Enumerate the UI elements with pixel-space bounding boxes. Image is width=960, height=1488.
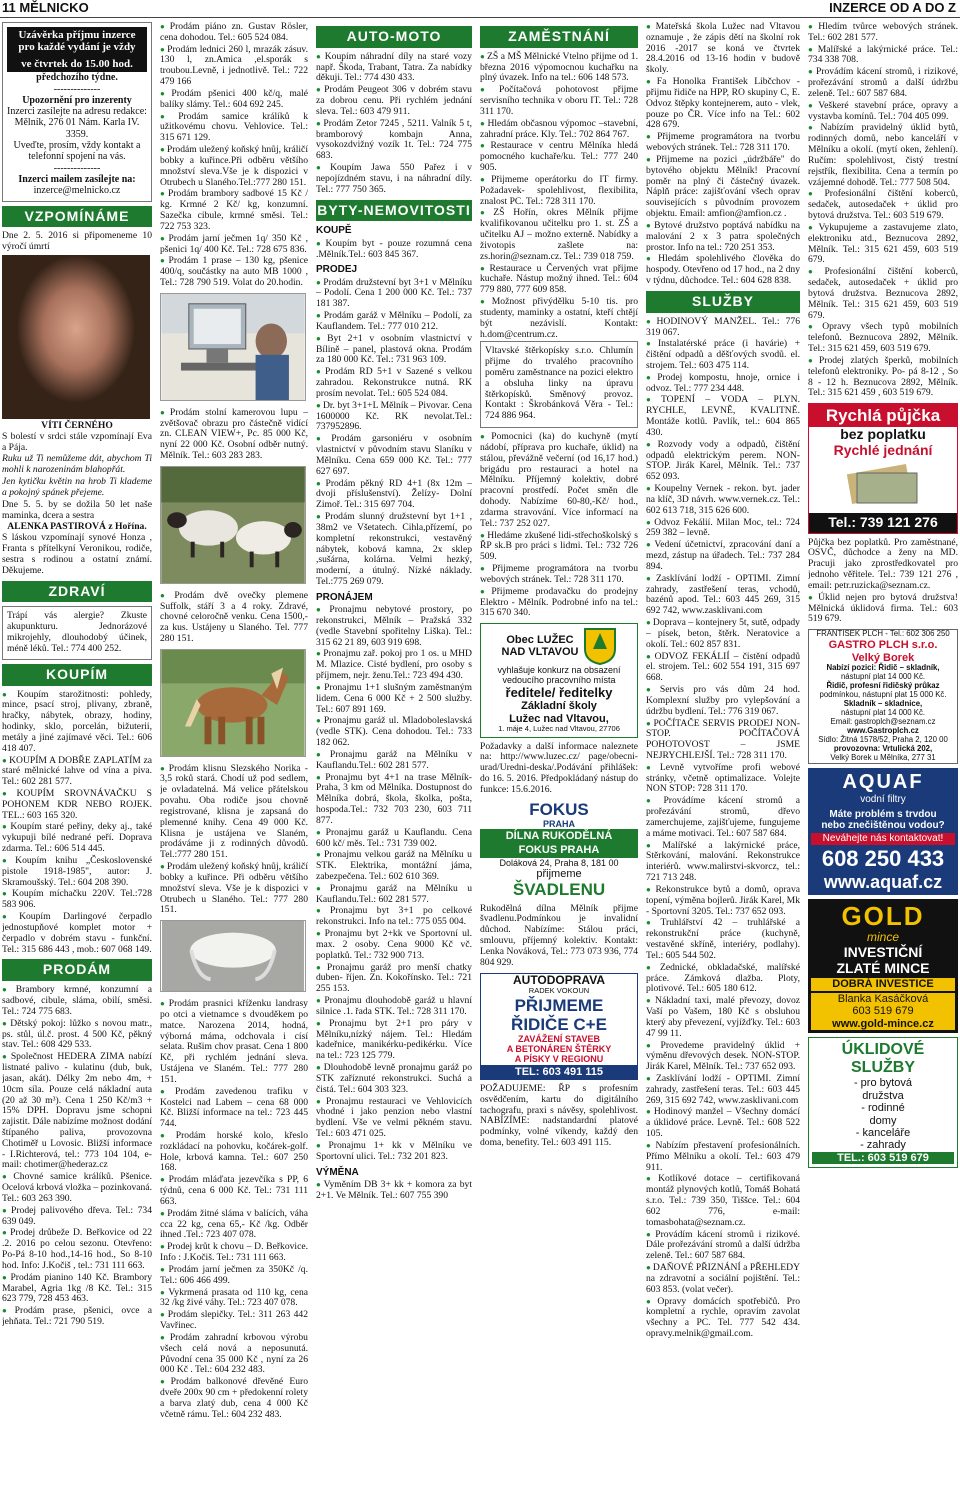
ad-line: ZLATÉ MINCE: [836, 959, 930, 976]
gold-ad: [808, 899, 958, 1033]
list-item: ● Přijmeme na pozici „údržbáře" do bytového objektu Mělník! Pracovní poměr na plný či částečný úvazek. Náplň práce: zajišťování všech oprav souvisejících s původním provozem objektu. Email: amfion@amfion.cz .: [646, 155, 800, 220]
list-item: ● Možnost přivýdělku 5-10 tis. pro studenty, maminky a ostatní, kteří chtějí být nezávislí. Kontakt: h.dom@centrum.cz.: [480, 297, 638, 340]
list-item: ● Koupím staré peřiny, deky aj., také vykupuji bílé nedrané peří. Doprava zdarma. Tel.: 606 514 445.: [2, 822, 152, 854]
list-item: ● Pronajmu dlouhodobě garáž u hlavní silnice .1. řada STK. Tel.: 728 311 170.: [316, 996, 472, 1018]
list-item: ● Profesionální čištění koberců, sedaček, autosedaček + úklid pro bytová družstva. Beznucova 2892, Mělník. Tel.: 315 621 459, 603 519 679.: [808, 267, 958, 321]
list-item: ● Koupím míchačku 220V. Tel.:728 583 906.: [2, 889, 152, 911]
list-item: ● Přijmeme prodavačku do prodejny Elektro - Mělník. Podrobné info na tel.: 315 670 340.: [480, 587, 638, 619]
ad-line: INVESTIČNÍ: [843, 943, 923, 960]
memorial-text: Dne 5. 5. by se dožila 50 let naše maminka, dcera a sestra: [2, 498, 152, 521]
ad-line: NAD VLTAVOU: [501, 646, 579, 659]
ad-url: www.aquaf.cz: [823, 871, 943, 892]
list-item: ● Hledám občasnou výpomoc –stavební, zahradní práce. Kly. Tel.: 702 864 767.: [480, 119, 638, 141]
list-item: ● Koupím Darlingové čerpadlo jednostupňové komplet motor + čerpadlo v dobrém stavu - funkční. Tel.: 315 686 443 , mob.: 607 068 149.: [2, 912, 152, 955]
list-item: ● Prodám prasnici kříženku landrasy po otci a vietnamce s dvouděkem po matce. Narozena 2014, hodná, výborná máma, odchovala i císí selata. Rušim chov prasat. Cena 1 800 Kč, při rychlém jednání sleva. Ustájena ve Slaném. Tel.: 777 280 151.: [160, 999, 308, 1086]
column-2: [160, 22, 308, 1484]
luzec-crest-icon: [583, 627, 617, 665]
list-item: ● Vykrmená prasata od 110 kg, cena 32 /kg živé váhy. Tel.: 723 407 078.: [160, 1288, 308, 1310]
list-item: ● Prodám jarní ječmen 1q/ 350 Kč , pšenici 1q/ 400 Kč. Tel.: 728 675 836.: [160, 234, 308, 256]
list-item: ● Nabízím přestavení profesionálních. Přímo Mělníku a okolí. Tel.: 603 479 911.: [646, 1141, 800, 1173]
list-item: ● Pronajmu garáž na Mělníku v Kauflandu.Tel.: 602 281 577.: [316, 750, 472, 772]
list-item: ● KOUPÍM A DOBŘE ZAPLATÍM za staré mělnické lahve od vína a piva. Tel.: 602 281 577.: [2, 756, 152, 788]
notice-line: Uzávěrka příjmu inzerce pro každé vydání je vždy: [7, 27, 147, 56]
fokus-logo: FOKUS: [529, 799, 589, 819]
list-item: ● Brambory krmné, konzumní a sadbové, cibule, sláma, obilí, směsi. Tel.: 724 775 683.: [2, 985, 152, 1017]
list-item: ● Byt 2+1 v osobním vlastnictví v Bílině – panel, plastová okna. Prodám za 180 000 Kč. Tel.: 731 963 109.: [316, 334, 472, 366]
list-item: ● Prodám stolní kamerovou lupu – zvětšovač obrazu pro částečně vidící zn. CLEAN VIEW+, Pc. 85 000 Kč, nyní 22 000 Kč. Osobní odběr nutný. Mělník. Tel.: 603 283 283.: [160, 408, 308, 462]
list-item: ● Prodej kompostu, hnoje, ornice i odvoz. Tel.: 777 234 448.: [646, 373, 800, 395]
list-item: ● Nabízím pravidelný úklid bytů, rodinných domů, nebo kanceláří v Mělníku a okolí. (mytí oken, žehlení). Ručím: spolehlivost, čistý trestní rejstřík, flexibilita. Cena a termín po vzájemné dohodě. Tel.: 777 508 504.: [808, 123, 958, 188]
list-item: ● Prodám pěkný RD 4+1 (8x 12m –dvoji příslušenství). Želízy- Dolní Zimoř. Tel.: 315 697 704.: [316, 479, 472, 511]
ad-line: PRAHA: [542, 818, 575, 829]
horse-photo: [160, 649, 306, 757]
notice-line: ve čtvrtek do 15.00 hod.: [7, 56, 147, 72]
list-item: ● Bytové družstvo poptává nabídku na malování 2 x 3 patra společných prostor. Info na tel.: 720 251 353.: [646, 221, 800, 253]
list-item: ● Provádíme kácení stromů a prořezávání stromů, dřevo zamerchujeme, zajišťujeme, fungujeme a máme motivaci. Tel.: 607 587 684.: [646, 796, 800, 839]
list-item: ● ZŠ Hořín, okres Mělník přijme kvalifikovanou učitelku pro 1. st. ZŠ a učitelku AJ – možno externě. Nabídky a životopis zašlete na: zs.horin@seznam.cz. Tel.: 739 018 759.: [480, 208, 638, 262]
ad-line: FRANTIŠEK PLCH - Tel.: 602 306 250: [816, 629, 950, 639]
heading-zdravi: ZDRAVÍ: [2, 581, 152, 603]
list-item: ● Pronajmu 1+1 slušným zaměstnaným lidem. Cena 6 000 Kč + 2 500 služby. Tel.: 607 891 169.: [316, 683, 472, 715]
list-item: ● Nákladní taxi, malé převozy, dovoz Vaší po Vašem, 180 Kč s obsluhou který aby převezení, vyjížďky. Tel.: 603 47 99 11.: [646, 996, 800, 1039]
list-item: ● Vedení účetnictví, zpracování daní a mezd, zástup na úřadech. Tel.: 737 284 894.: [646, 540, 800, 572]
list-item: ● Provádím kácení stromů i rizikové. Dále prořezávání stromů a další údržba zeleně. Tel.: 607 587 684.: [646, 1230, 800, 1262]
list-item: ● Prodám balkonové dřevěné Euro dveře 200x 90 cm + předokenní rolety a barva zlatý dub, cena 4 000 Kč včetně rámu. Tel.: 604 232 483.: [160, 1377, 308, 1420]
ad-line: Máte problém s trvdou: [829, 808, 937, 820]
list-item: ● Prodej krůt k chovu – D. Beřkovice. Info : J.Kočiš. Tel.: 731 111 663.: [160, 1242, 308, 1264]
ad-line: Doláková 24, Praha 8, 181 00: [499, 857, 619, 868]
page-header: [0, 0, 960, 18]
list-item: ● Prodám mláďata jezevčíka s PP, 6 týdnů, cena 6 000 Kč. Tel.: 731 111 663.: [160, 1175, 308, 1207]
ad-line: 1. máje 4, Lužec nad Vltavou, 27706: [498, 724, 620, 734]
koupim-list: [2, 690, 152, 956]
gold-logo: GOLD: [841, 900, 925, 931]
luzec-ad: [480, 623, 638, 737]
list-item: ● Pronajmu nebytové prostory, po rekonstrukci, Mělník – Pražská 332 (vedle Stavební spořitelny Liška). Tel.: 315 62 21 89, 603 919 698.: [316, 605, 472, 648]
list-item: ● Koupím byt - pouze rozumná cena .Mělník.Tel.: 603 845 367.: [316, 239, 472, 261]
ad-line: ZAVÁŽENÍ STAVEB: [517, 1034, 600, 1045]
heading-vzpominame: VZPOMÍNÁME: [2, 206, 152, 228]
list-item: ● Prodej palivového dřeva. Tel.: 734 639 049.: [2, 1206, 152, 1228]
ad-line: RADEK VOKOUN: [528, 986, 590, 996]
list-item: ● Prodám jarní ječmen za 350Kč /q. Tel.: 606 466 499.: [160, 1265, 308, 1287]
ad-line: GASTRO PLCH s.r.o.: [828, 639, 938, 652]
ad-line: ŠVADLENU: [512, 880, 606, 900]
subheading-vymena: VÝMĚNA: [316, 1166, 359, 1178]
list-item: ● Společnost HEDERA ZIMA nabízí listnaté palivo - kulatinu (dub, buk, jasan, akát). Délky 2m nebo 4m, + 10cm síla. Pouze celá nákladní auta (20 až 30 m³). Cena 1 250 Kč/m3 + 15% DPH. Dopravu jsme schopni zajistit. Dále nabízíme možnost dodání štípaného paliva, provozovna Chotiměř u Lovosic. Bližší informace - I.Richterová, tel.: 773 104 104, e-mail: chotimer@hederaz.cz: [2, 1052, 152, 1171]
heading-sluzby: SLUŽBY: [646, 291, 800, 313]
list-item: ● Prodám garsoniéru v osobním vlastnictví v původním stavu Slaníku v Mělníku. Cena 659 000 Kč. Tel.: 777 627 697.: [316, 434, 472, 477]
notice-line: Inzerci mailem zasílejte na:: [18, 173, 136, 185]
ad-line: Velký Borek u Mělníka, 277 31: [830, 753, 936, 763]
page-number-section: 11 MĚLNICKO: [2, 0, 89, 15]
memorial-name: VÍTI ČERNÉHO: [41, 420, 113, 431]
list-item: ● Pomocnici (ka) do kuchyně (mytí nádobí, příprava pro kuchaře, úklid) na stálou, převážně večerní (od 16,17 hod.) brigádu pro restauraci a hotel na Mělníku. Příjemný kolektiv, dobré pracovní prostředí. Počet směn dle dohody. Nabízíme 60-80,-Kč/ hod., zdarma stravování. Více informací na Tel.: 737 252 027.: [480, 432, 638, 529]
subheading-koupe: KOUPĚ: [316, 225, 352, 237]
list-item: ● Prodám prase, pšenici, ovce a jehňata. Tel.: 721 790 519.: [2, 1306, 152, 1328]
list-item: ● Pronajmu garáž na Mělníku u Kauflandu.Tel.: 602 281 577.: [316, 884, 472, 906]
list-item: ● KOUPÍM SROVNÁVAČKU S POHONEM KDR NEBO ROJEK. TEL.: 603 165 320.: [2, 789, 152, 821]
ad-line: přijmeme: [536, 868, 582, 881]
list-item: ● Prodám horské kolo, křeslo rozkládací na pohovku, kočárek-golf. Hole, krbová kamna. Tel.: 607 250 168.: [160, 1131, 308, 1174]
ad-line: mince: [866, 930, 899, 945]
autodoprava-ad: [480, 973, 638, 1080]
notice-email[interactable]: inzerce@melnicko.cz: [33, 185, 121, 197]
list-item: ● Prodám družstevní byt 3+1 v Mělníku – Podolí. Cena 1 200 000 Kč. Tel.: 737 181 387.: [316, 278, 472, 310]
list-item: ● TOPENÍ – VODA – PLYN. RYCHLE, LEVNĚ, KVALITNĚ. Montáže kotlů. Pavlík, tel.: 604 865 430.: [646, 395, 800, 438]
list-item: ● Pronajmu zař. pokoj pro 1 os. u MHD M. Mlazice. Cisté bydlení, pro osoby s příjmem, nejr. ženu.Tel.: 723 494 430.: [316, 649, 472, 681]
ad-line: ŘIDIČE C+E: [511, 1014, 607, 1034]
ad-line: ředitele/ ředitelky: [505, 684, 613, 700]
list-item: ● Malířské a lakýrnické práce, Stěrkování, malování. Rekonstrukce interiérů. www.malirstvi-skvorcz, tel.: 721 713 248.: [646, 841, 800, 884]
list-item: ● Prodám pšenici 400 kč/q, malé balíky slámy. Tel.: 604 692 245.: [160, 89, 308, 111]
list-item: ● Malířské a lakýrnické práce. Tel.: 734 338 708.: [808, 45, 958, 67]
notice-line: Inzerci zasílejte na adresu redakce: Mělník, 276 01 Nám. Karla IV. 3359.: [7, 106, 147, 140]
list-item: ● Prodám zahradní krbovou výrobu všech celá nová a neposunutá. Původní cena 35 000 Kč , nyní za 26 000 Kč . Tel.: 604 232 483.: [160, 1333, 308, 1376]
ad-line: FOKUS PRAHA: [480, 843, 638, 857]
list-item: ● Mateřská škola Lužec nad Vltavou oznamuje , že zápis dětí na školní rok 2016 -2017 se koná ve čtvrtek 28.4.2016 od 13-16 hodin v budově školy.: [646, 22, 800, 76]
ad-line: PŘIJMEME: [514, 995, 604, 1015]
memorial-text: Dne 2. 5. 2016 si připomeneme 10 výročí úmrtí: [2, 230, 152, 253]
ad-line: www.Gastroplch.cz: [847, 726, 919, 736]
ad-line: Email: gastroplch@seznam.cz: [830, 717, 936, 727]
list-item: ● Chovné samice králíků. Pšenice. Ocelová krbová vložka – pozinkovaná. Tel.: 603 263 390.: [2, 1172, 152, 1204]
list-item: ● HODINOVÝ MANŽEL. Tel.: 776 319 067.: [646, 317, 800, 339]
ad-phone: 608 250 433: [821, 845, 945, 871]
ad-line: nástupní plat 14 000 Kč.: [840, 708, 926, 718]
list-item: ● Prodám slepičky. Tel.: 311 263 442 Vavřinec.: [160, 1310, 308, 1332]
ad-line: nástupní plat 14 000 Kč.: [840, 672, 926, 682]
memorial-text: Jen kytičku květin na hrob Ti klademe a pokojný spánek přejeme.: [2, 476, 152, 498]
list-item: ● Prodej zlatých šperků, mobilních telefonů elektroniky. Po- pá 8-12 , So 8 - 12 h. Beznucova 2892, Mělník. Tel.: 315 621 459 , 603 519 679.: [808, 356, 958, 399]
list-item: ● Zasklívání lodží - OPTIMI. Zimní zahrady, zastřešení teras, vchodů, bazénů apod. Tel.: 603 445 269, 315 692 742, www.zasklivani.com: [646, 574, 800, 617]
list-item: Půjčka bez poplatků. Pro zaměstnané, OSVČ, důchodce a ženy na MD. Pracuji jako zprostředkovatel pro jednoho věřitele. Tel.: 739 121 276 , email: petr.ruzicka@seznam.cz.: [808, 536, 958, 591]
list-item: ● Zasklívání lodží - OPTIMI. Zimní zahrady, zastřešení teras. Tel.: 603 445 269, 315 692 742, www.zasklivani.com: [646, 1074, 800, 1106]
pujcka-ad: [808, 403, 958, 533]
ad-line: ÚKLIDOVÉ: [841, 1041, 925, 1059]
notice-line: předchozího týdne.: [36, 72, 118, 84]
list-item: ● Zednické, obkladačské, malířské práce. Zámková dlažba. Ploty, plotivové. Tel.: 605 180 612.: [646, 963, 800, 995]
ad-line: AUTODOPRAVA: [512, 972, 605, 987]
vltavske-ad: [480, 341, 638, 428]
ad-line: podmínkou, nástupní plat 15 000 Kč.: [819, 690, 947, 700]
ad-line: vyhlašuje konkurz na obsazení: [497, 665, 621, 676]
ad-text: Vltavské štěrkopísky s.r.o. Chlumín přijme do trvalého pracovního poměru zaměstnance na pozici elektro a obsluha linky na úpravu štěrkopísků. Směnový provoz. Kontakt : Škrobánková Věra - Tel.: 724 886 964.: [485, 345, 633, 422]
ad-line: domy: [869, 1114, 897, 1127]
lamp-photo: [160, 920, 306, 992]
list-item: ● Pronajmu garáž ul. Mladoboleslavská (vedle STK). Cena dohodou. Tel.: 733 182 062.: [316, 716, 472, 748]
list-item: ● Prodám brambory sadbové 15 Kč / kg. Krmné 2 Kč/ kg, konzumní. Sazečka cibule, krmné směsi. Tel.: 722 753 323.: [160, 189, 308, 232]
list-item: ● Pronajmu byt 2+kk ve Sportovní ul. max. 2 osoby. Cena 9000 Kč vč. poplatků. Tel.: 732 900 713.: [316, 929, 472, 961]
list-item: ● Pronajmu byt 2+1 pro páry v Mělníku,nízký nájem. Tel.: Hledám kadeřnice, manikérku-pedikérku. Více na tel.: 723 125 779.: [316, 1019, 472, 1062]
list-item: ● Profesionální čištění koberců, sedaček, autosedaček + úklid pro bytová družstva. Tel.: 603 519 679.: [808, 189, 958, 221]
memorial-text: S láskou vzpomínají synové Honza , Franta s přítelkyní Veronikou, rodiče, sestra s rodinou a ostatní známí. Děkujeme.: [2, 532, 152, 576]
ad-line: provozovna: Vrtulická 202,: [833, 744, 933, 754]
ad-line: - pro bytová: [853, 1077, 913, 1090]
ad-phone: Tel.: 739 121 276: [809, 513, 957, 533]
list-item: ● Koupím náhradní díly na staré vozy např. Škoda, Trabant, Tatra. Za nabídky děkuji. Tel.: 774 430 433.: [316, 52, 472, 84]
list-item: ● Opravy všech typů mobilních telefonů. Beznucova 2892, Mělník. Tel.: 315 621 459, 603 519 679.: [808, 322, 958, 354]
list-item: ● Provádím kácení stromů, i rizikové, prořezávání stromů a další údržbu zeleně. Tel.: 607 587 684.: [808, 67, 958, 99]
notice-line: --------------: [53, 162, 101, 174]
column-4: [480, 22, 638, 1484]
ad-text: Rukodělná dílna Mělník přijme švadlenu.Podmínkou je invalidní důchod. Nabízíme: Stálou práci, smlouvu, příjemný kolektiv. Kontakt: Lenka Nováková, Tel.: 773 073 936, 774 804 929.: [480, 902, 638, 968]
list-item: ● ZŠ a MŠ Mělnické Vtelno přijme od 1. března 2016 výpomocnou kuchařku na plný úvazek. Info na tel.: 606 148 573.: [480, 52, 638, 84]
list-item: ● Dr. byt 3+1+L Mělník – Pivovar. Cena 1600000 Kč. RK nevolat.Tel.: 737952896.: [316, 401, 472, 433]
ad-line: Neváhejte nás kontaktovat!: [811, 833, 955, 844]
heading-byty-nemovitosti: BYTY-NEMOVITOSTI: [316, 200, 472, 222]
list-item: ● Servis pro vás dům 24 hod. Komplexní služby pro vylepšování a údržbu bydlení. Tel.: 776 319 067.: [646, 685, 800, 717]
list-item: ● Prodám pianino 140 Kč. Brambory Marabel, Agria 1kg /8 Kč. Tel.: 315 623 779, 728 453 463.: [2, 1273, 152, 1305]
ad-line: - kanceláře: [855, 1127, 911, 1140]
ad-line: Základní školy: [521, 700, 597, 713]
uklid-ad: [808, 1037, 958, 1168]
list-item: ● Prodám slunný družstevní byt 1+1 , 38m2 ve Všetatech. Cihla,přízemí, po kompletní rekonstrukci, vestavěný nábytek, kobová kamna, 2x sklep ,sušárna, kolárna. Velmi hezký, moderní, a útulný. Nízké náklady. Tel.:775 269 079.: [316, 512, 472, 588]
column-3: [316, 22, 472, 1484]
deadline-notice: [2, 22, 152, 202]
health-ad: Trápí vás alergie? Zkuste akupunkturu. Jednorázové mikrojehly, dlouhodobý účinek, méně léků. Tel.: 774 400 252.: [2, 606, 152, 659]
ad-line: Skladník – skladnice,: [843, 699, 923, 709]
ad-phone: TEL: 603 491 115: [481, 1065, 637, 1079]
list-item: ● Kotlíkové dotace – certifikovaná montáž plynových kotlů, Tomáš Bohatá s.r.o. Tel.: 739 350, Tiššce. Tel.: 604 602 776, e-mail: tomasbohata@seznam.cz.: [646, 1174, 800, 1228]
aquaf-logo: AQUAF: [842, 770, 924, 793]
ad-line: vodní filtry: [860, 793, 906, 805]
list-item: ● Truhlářství 42 – truhlářské a rekonstrukční práce (kuchyně, vestavěné skříně, interiéry, podlahy). Tel.: 605 544 502.: [646, 918, 800, 961]
ad-line: Nabízí pozici: Řidič – skladník,: [826, 663, 940, 673]
list-item: ● Koupím Jawa 550 Pařez i v nepojízdném stavu, i na náhradní díly. Tel.: 777 750 365.: [316, 163, 472, 195]
list-item: ● Vykupujeme a zastavujeme zlato, elektroniku atd., Beznucova 2892, Mělník. Tel.: 315 621 459, 603 519 679.: [808, 223, 958, 266]
prodam-list: [2, 985, 152, 1328]
ad-line: A PÍSKY V REGIONU: [514, 1054, 604, 1065]
list-item: ● Prodám lednici 260 l, mrazák zásuv. 130 l, zn.Amica ,el.sporák s troubou.Levně, i jednotlivě. Tel.: 722 479 166: [160, 45, 308, 88]
list-item: ● Prodám Zetor 7245 , 5211. Valník 5 t, bramborový kombajn Anna, vysokozdvižný vozík 1t. Tel.: 724 775 683.: [316, 119, 472, 162]
ad-line: Rychlé jednání: [833, 442, 933, 459]
list-item: ● Prodám garáž v Mělníku – Podolí, za Kauflandem. Tel.: 777 010 212.: [316, 311, 472, 333]
list-item: ● Restaurace v centru Mělníka hledá pomocného kuchaře/ku. Tel.: 777 240 905.: [480, 141, 638, 173]
list-item: ● ODVOZ FEKÁLIÍ – čistění odpadů el. strojem. Tel.: 602 554 191, 315 697 668.: [646, 652, 800, 684]
list-item: ● Rekonstrukce bytů a domů, oprava topení, výměna bojlerů. Jirák Karel, Mk - Sportovní 3205. Tel.: 737 652 093.: [646, 885, 800, 917]
banknotes-icon: [843, 459, 923, 509]
list-item: ● Pronajmu velkou garáž na Mělníku u STK. Elektrika, montážní jáma, zabezpečena. Tel.: 602 610 369.: [316, 850, 472, 882]
list-item: ● Počítačová pohotovost přijme servisního technika v oboru IT. Tel.: 728 311 170.: [480, 85, 638, 117]
notice-line: --------------: [53, 83, 101, 95]
notice-line: Upozornění pro inzerenty: [22, 94, 132, 106]
list-item: ● Provedeme pravidelný úklid + výměnu dřevových desek. NON-STOP. Jirák Karel, Mělník. Tel.: 737 652 093.: [646, 1041, 800, 1073]
ad-line: Rychlá půjčka: [809, 404, 957, 427]
ad-line: - rodinné: [861, 1102, 905, 1115]
list-item: ● Přijmeme programátora na tvorbu webových stránek. Tel.: 728 311 170.: [646, 132, 800, 154]
ad-line: Sídlo: Žitná 1578/52, Praha 2, 120 00: [818, 735, 948, 745]
column-5: [646, 22, 800, 1484]
list-item: ● Prodej drůbeže D. Beřkovice od 22 .2. 2016 po celou sezonu. Otevřeno: Po-Pá 8-10 hod.,14-16 hod., So 8-10 hod. Info: J.Kočiš , tel.: 731 111 663.: [2, 1228, 152, 1271]
ad-phone: TEL.: 603 519 679: [812, 1152, 954, 1164]
list-item: ● Instalatérské práce (i havárie) + čištění odpadů a děšťových svodů. el. strojem. Tel.: 603 475 114.: [646, 339, 800, 371]
list-item: ● Opravy domácích spotřebičů. Pro kompletní a rychle, opravím zavolat všechny a PC. Tel. 777 542 434. opravy.melnik@gmail.com.: [646, 1297, 800, 1340]
list-item: ● Prodám uležený koňský hnůj, králičí bobky a kuřince.Při odběru většího množství sleva.Vše je k dispozici v Otrubech u Slaného.Tel.:777 280 151.: [160, 145, 308, 188]
magnifier-photo: [160, 293, 306, 401]
subheading-pronajem: PRONÁJEM: [316, 591, 373, 603]
list-item: ● Pronajmu byt 3+1 po celkové rekonstrukci. Info na tel.: 775 055 004.: [316, 906, 472, 928]
ad-line: DOBRÁ INVESTICE: [811, 978, 955, 990]
list-item: ● Dlouhodobě levně pronajmu garáž po STK zaříznuté rekonstrukci. Suchá a čistá. Tel.: 604 303 323.: [316, 1063, 472, 1095]
list-item: ● Hledám spolehlivého člověka do hospody. Otevřeno od 17 hod., na 2 dny v týdnu, důchodce. Tel.: 604 628 838.: [646, 254, 800, 286]
memorial-name: ALENKA PASTIROVÁ z Hořína.: [7, 521, 147, 533]
ad-line: Obec LUŽEC: [506, 633, 574, 646]
ad-line: SLUŽBY: [851, 1059, 915, 1077]
list-item: ● POČÍTAČE SERVIS PRODEJ NON-STOP. POČÍTAČOVÁ POHOTOVOST – JSME NEJRYCHLEJŠÍ. Tel.: 728 311 170.: [646, 719, 800, 762]
list-item: ● Přijmeme programátora na tvorbu webových stránek. Tel.: 728 311 170.: [480, 564, 638, 586]
list-item: ● Prodám piáno zn. Gustav Rösler, cena dohodou. Tel.: 605 524 084.: [160, 22, 308, 44]
heading-zamestnani: ZAMĚSTNÁNÍ: [480, 26, 638, 48]
ad-line: A BETONÁREN ŠTĚRKY: [506, 1044, 612, 1055]
list-item: ● Veškeré stavební práce, opravy a vystavba komínů. Tel.: 704 405 099.: [808, 101, 958, 123]
list-item: ● Hledím tvůrce webových stránek. Tel.: 602 281 577.: [808, 22, 958, 44]
list-item: ● Koupím knihu „Československé pistole 1918-1985", autor: J. Skramoušský. Tel.: 604 208 390.: [2, 856, 152, 888]
heading-auto-moto: AUTO-MOTO: [316, 26, 472, 48]
list-item: ● Doprava – kontejnery 5t, sutě, odpady – písek, beton, štěrk. Neratovice a okolí. Tel.: 602 857 831.: [646, 618, 800, 650]
list-item: ● Prodám Peugeot 306 v dobrém stavu za dobrou cenu. Při rychlém jednání sleva. Tel.: 603 479 911.: [316, 85, 472, 117]
list-item: ● Dětský pokoj: lůžko s novou matr., ps. stůl, úl.č. prost. 4 500 Kč, pěkný stav. Tel.: 608 429 533.: [2, 1019, 152, 1051]
ad-line: - zahrady: [860, 1139, 906, 1152]
list-item: ● Hledáme zkušené lidi-střechoškolský s ŘP sk.B pro práci s lidmi. Tel.: 732 726 509.: [480, 531, 638, 563]
list-item: ● Prodám žitné sláma v balících, váha cca 22 kg, cena 65,- Kč /kg. Odběr ihned .Tel.: 723 407 078.: [160, 1209, 308, 1241]
list-item: ● Prodám zavedenou trafiku v Kostelci nad Labem – cena 68 000 Kč. Bližší informace na tel.: 723 445 744.: [160, 1087, 308, 1130]
ad-line: bez poplatku: [840, 426, 926, 443]
list-item: ● Levně vytvoříme profi webové stránky, včetně optimalizace. Volejte NON STOP: 728 311 170.: [646, 763, 800, 795]
heading-koupim: KOUPÍM: [2, 664, 152, 686]
list-item: ● Pronajmu restauraci ve Vehlovicích vhodné i jako penzion nebo vlastní bydlení. Vše ve velmi pěkném stavu. Tel.: 603 471 025.: [316, 1097, 472, 1140]
memorial-text: S bolestí v srdci stále vzpomínají Eva a Pája.: [2, 430, 152, 453]
ad-url: www.gold-mince.cz: [811, 1018, 955, 1030]
list-item: ● Pronajmu garáž u Kauflandu. Cena 600 kč/ měs. Tel.: 731 739 002.: [316, 828, 472, 850]
subheading-prodej: PRODEJ: [316, 264, 358, 276]
ad-line: Blanka Kasáčková: [811, 993, 955, 1005]
fokus-ad: [480, 800, 638, 900]
ad-line: družstva: [862, 1089, 904, 1102]
list-item: ● Pronajmu byt 4+1 na trase Mělník-Praha, 3 km od Mělníka. Dostupnost do Mělníka dobrá, škola, školka, pošta, hospoda.Tel.: 732 703 230, 603 711 877.: [316, 773, 472, 827]
list-item: ● Prodám dvě ovečky plemene Suffolk, stáří 3 a 4 roky. Zdravé, chovné celoročně venku. Cena 1500,- za kus. Ustájeny u Slaného. Tel. 777 280 151.: [160, 591, 308, 645]
column-6: [808, 22, 958, 1484]
list-item: ● Odvoz Fekálií. Milan Moc, tel.: 724 259 382 – levně.: [646, 518, 800, 540]
notice-line: Uveďte, prosím, vždy kontakt a telefonní spojení na vás.: [13, 140, 141, 163]
list-item: ● Prodám RD 5+1 v Sazené s velkou zahradou. Rekonstrukce nutná. RK prosím nevolat. Tel.: 605 524 084.: [316, 367, 472, 399]
ad-line: Lužec nad Vltavou,: [509, 712, 609, 725]
ad-text: POŽADUJEME: ŘP s profesním osvědčením, kartu do digitálního tachografu, praxi s návěsy, spolehlivost. NABÍZÍME: nadstandardní platové podmínky, volné víkendy, každý den doma, benefity. Tel.: 603 491 115.: [480, 1082, 638, 1149]
list-item: ● DAŇOVÉ PŘIZNÁNÍ a PŘEHLEDY na zdravotní a sociální pojištění. Tel.: 603 853. (volat večer).: [646, 1263, 800, 1295]
list-item: ● Prodám samice králíků k užitkovému chovu. Vehlovice. Tel.: 315 671 129.: [160, 112, 308, 144]
ad-line: Řidič, profesní řidičský průkaz: [826, 681, 940, 691]
sheep-photo: [160, 466, 306, 584]
ad-line: Velký Borek: [851, 651, 915, 664]
list-item: ● Přijmeme operátorku do IT firmy. Požadavek- spolehlivost, flexibilita, znalost PC. Tel.: 728 311 170.: [480, 175, 638, 207]
list-item: ● Prodám 1 prase – 130 kg, pšenice 400/q, součástky na auto MB 1000 , Tel.: 728 790 519. Volat do 20.hodin.: [160, 256, 308, 288]
memorial-text: Ruku už Ti nemůžeme dát, abychom Ti mohli k narozeninám blahopřát.: [2, 453, 152, 476]
list-item: ● Fa Honolka František Libčchov - přijmu řidiče na HPP, RO skupiny C, E. Odvoz štěpky kontejnerem, auto - vlek, pouze po ČR. Více info na Tel.: 602 428 679.: [646, 77, 800, 131]
list-item: ● Restaurace u Červených vrat přijme kuchaře. Nástup možný ihned. Tel.: 604 779 880, 777 609 858.: [480, 264, 638, 296]
memorial-photo: [2, 255, 150, 419]
list-item: ● Koupelny Vernek - rekon. byt. jader na klíč, 3D návrh. www.vernek.cz. Tel.: 602 613 718, 315 626 600.: [646, 484, 800, 516]
list-item: ● Rozvody vody a odpadů, čištění odpadů elektrickým perem. NON-STOP. Jirák Karel, Mělník. Tel.: 737 652 093.: [646, 440, 800, 483]
list-item: ● Prodám klisnu Slezského Norika - 3,5 roků stará. Chodí už pod sedlem, je ovladatelná. Má velice přátelskou povahu. Oba rodiče jsou chovně registrované, klisna je zapsaná do plemenné knihy. Cena 49 000 Kč. Klisna je ustájena ve Slaném, prodáváme ji z rodinných důvodů. Tel.:777 280 151.: [160, 764, 308, 861]
section-title: INZERCE OD A DO Z: [829, 0, 956, 15]
list-item: ● Koupím starožitnosti: pohledy, mince, psací stroj, plivany, zbraně, hračky, nábytek, obrazy, hodiny, hodinky, sklo, porcelán, bižuterii, metály a jiné zajímavé věci. Tel.: 606 418 407.: [2, 690, 152, 755]
list-item: ● Pronajmu 1+ kk v Mělníku ve Sportovní ulici. Tel.: 732 201 823.: [316, 1141, 472, 1163]
ad-text: Požadavky a další informace naleznete na: http://www.luzec.cz/ page/obecni-urad/Uredni-deska/.Podávání přihlášek: do 16. 5. 2016. Předpokládaný nástup do funkce: 15.6.2016.: [480, 740, 638, 795]
list-item: ● Pronajmu garáž pro menší chatky duben- říjen. Zn. Kokořínsko. Tel.: 721 255 153.: [316, 963, 472, 995]
list-item: ● Vyměním DB 3+ kk + komora za byt 2+1. Ve Mělník. Tel.: 607 755 390: [316, 1180, 472, 1202]
aquaf-ad: [808, 768, 958, 895]
ad-line: DÍLNA RUKODĚLNÁ: [480, 829, 638, 843]
ad-line: vedoucího pracovního místa: [502, 675, 616, 686]
heading-prodam: PRODÁM: [2, 959, 152, 981]
column-1: [2, 22, 152, 1484]
ad-line: 603 519 679: [811, 1005, 955, 1017]
gastro-ad: [808, 629, 958, 764]
list-item: ● Prodám uležený koňský hnůj, králičí bobky a kuřince. Při odběru většího množství sleva. Vše je k dispozici v Otrubech u Slaného. Tel.: 777 280 151.: [160, 862, 308, 916]
list-item: ● Hodinový manžel – Všechny domácí a úklidové práce. Levně. Tel.: 608 522 105.: [646, 1107, 800, 1139]
ad-line: nebo znečištěnou vodou?: [821, 820, 945, 832]
list-item: ● Úklid nejen pro bytová družstva! Mělnická úklidová firma. Tel.: 603 519 679.: [808, 593, 958, 625]
